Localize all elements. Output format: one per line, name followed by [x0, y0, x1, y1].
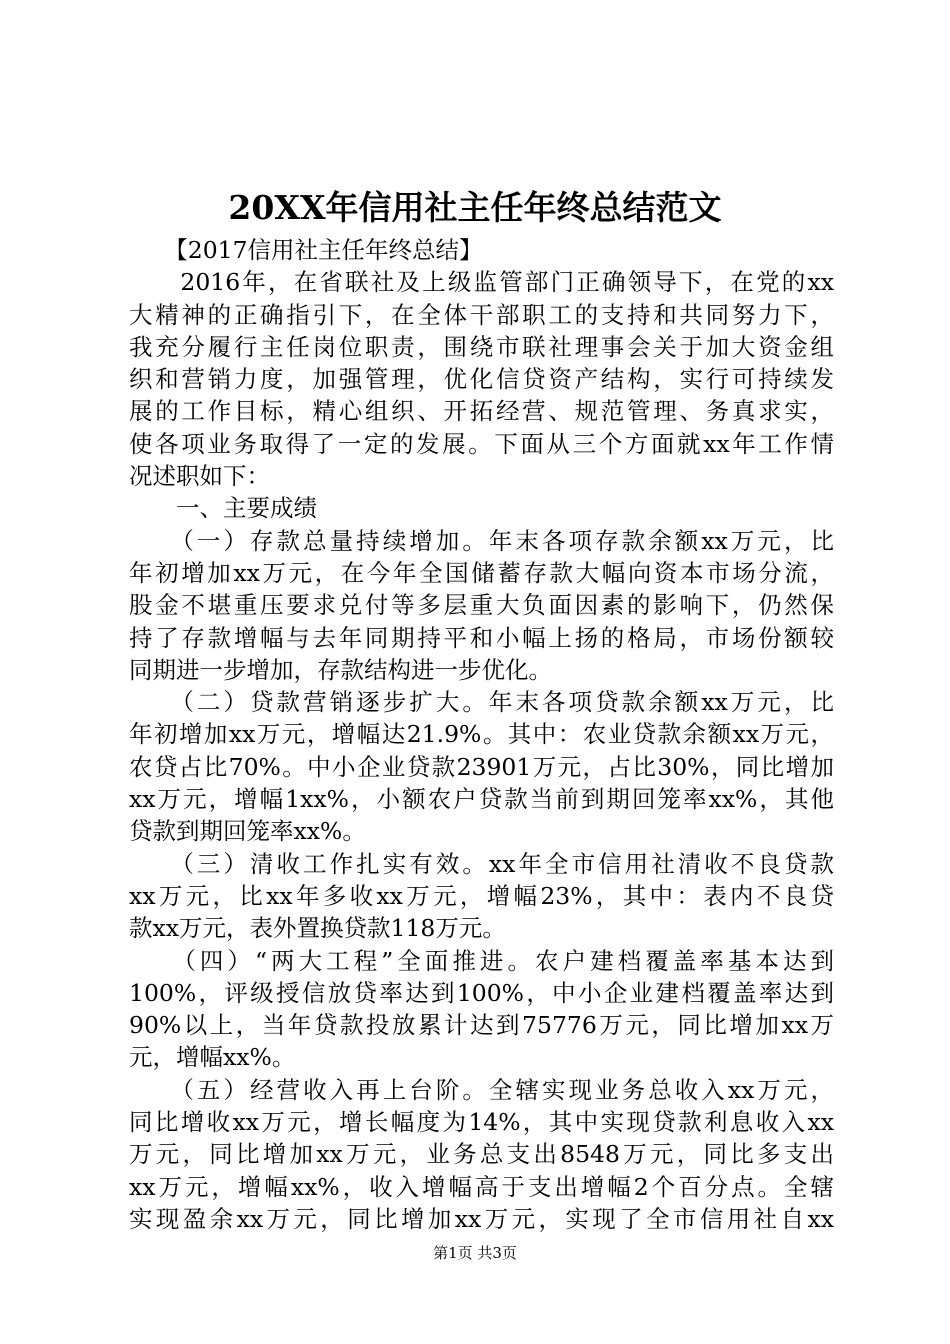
body-line: 农贷占比70%。中小企业贷款23901万元，占比30%，同比增加 [129, 752, 834, 781]
body-line: 实现盈余xx万元，同比增加xx万元，实现了全市信用社自xx [129, 1204, 834, 1233]
body-line: xx万元，增幅xx%，收入增幅高于支出增幅2个百分点。全辖 [129, 1172, 834, 1201]
body-line: 同比增收xx万元，增长幅度为14%，其中实现贷款利息收入xx [129, 1108, 834, 1137]
body-line: （三）清收工作扎实有效。xx年全市信用社清收不良贷款 [129, 849, 834, 878]
body-line: 年初增加xx万元，在今年全国储蓄存款大幅向资本市场分流， [129, 558, 834, 587]
body-line: 款xx万元，表外置换贷款118万元。 [129, 914, 506, 943]
body-line: 况述职如下： [129, 462, 270, 491]
body-line: （五）经营收入再上台阶。全辖实现业务总收入xx万元， [129, 1075, 834, 1104]
body-line: xx万元，比xx年多收xx万元，增幅23%，其中：表内不良贷 [129, 881, 834, 910]
body-line: （一）存款总量持续增加。年末各项存款余额xx万元，比 [129, 526, 834, 555]
body-line: 100%，评级授信放贷率达到100%，中小企业建档覆盖率达到 [129, 978, 834, 1007]
body-line: 我充分履行主任岗位职责，围绕市联社理事会关于加大资金组 [129, 332, 834, 361]
body-line: 一、主要成绩 [129, 494, 317, 523]
body-line: 同期进一步增加，存款结构进一步优化。 [129, 655, 552, 684]
document-title: 20XX年信用社主任年终总结范文 [228, 188, 722, 227]
body-line: 元，增幅xx%。 [129, 1043, 296, 1072]
body-line: 2016年，在省联社及上级监管部门正确领导下，在党的xx [129, 268, 834, 297]
body-line: 万元，同比增加xx万元，业务总支出8548万元，同比多支出 [129, 1140, 834, 1169]
body-line: 持了存款增幅与去年同期持平和小幅上扬的格局，市场份额较 [129, 623, 834, 652]
body-line: （二）贷款营销逐步扩大。年末各项贷款余额xx万元，比 [129, 688, 834, 717]
body-line: 【2017信用社主任年终总结】 [129, 236, 483, 264]
body-line: 贷款到期回笼率xx%。 [129, 817, 366, 846]
body-line: 织和营销力度，加强管理，优化信贷资产结构，实行可持续发 [129, 365, 834, 394]
page-footer: 第1页 共3页 [433, 1244, 517, 1262]
body-line: xx万元，增幅1xx%，小额农户贷款当前到期回笼率xx%，其他 [129, 785, 834, 814]
body-line: 使各项业务取得了一定的发展。下面从三个方面就xx年工作情 [129, 429, 834, 458]
body-line: 大精神的正确指引下，在全体干部职工的支持和共同努力下， [129, 300, 834, 329]
body-line: 股金不堪重压要求兑付等多层重大负面因素的影响下，仍然保 [129, 591, 834, 620]
body-line: 展的工作目标，精心组织、开拓经营、规范管理、务真求实， [129, 397, 834, 426]
document-body [129, 234, 834, 1235]
body-line: 90%以上，当年贷款投放累计达到75776万元，同比增加xx万 [129, 1011, 834, 1040]
body-line: （四）“两大工程”全面推进。农户建档覆盖率基本达到 [129, 946, 834, 975]
body-line: 年初增加xx万元，增幅达21.9%。其中：农业贷款余额xx万元， [129, 720, 834, 749]
